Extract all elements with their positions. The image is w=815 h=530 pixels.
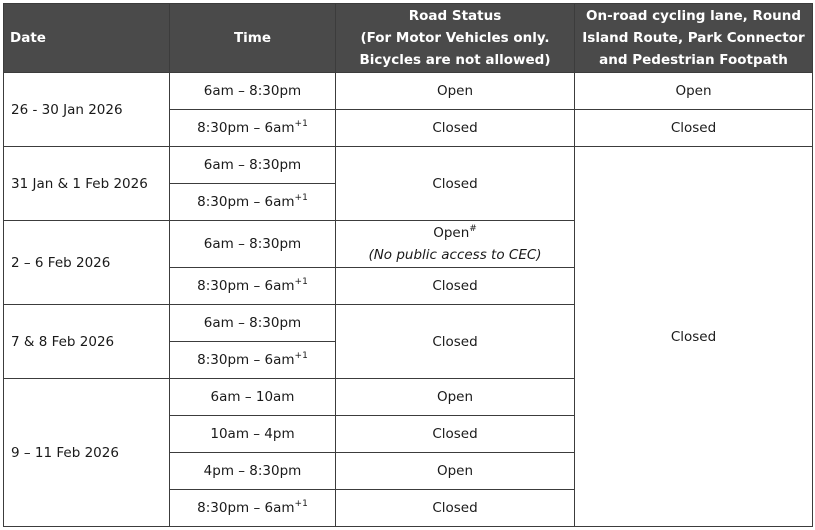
time-cell: 4pm – 8:30pm (170, 453, 336, 490)
time-text: 8:30pm – 6am (197, 120, 295, 136)
next-day-mark: +1 (294, 119, 308, 129)
time-cell (170, 268, 336, 305)
road-status-cell: Open (336, 73, 575, 110)
header-row (4, 4, 813, 73)
header-road-status-line2: (For Motor Vehicles only. (360, 30, 550, 46)
time-cell: 6am – 8:30pm (170, 305, 336, 342)
header-time: Time (170, 4, 336, 73)
header-road-status-line3: Bicycles are not allowed) (359, 52, 551, 68)
time-text: 8:30pm – 6am (197, 500, 295, 516)
header-road-status-line1: Road Status (408, 8, 502, 24)
road-status-open-line (336, 222, 574, 244)
road-status-cell: Closed (336, 110, 575, 147)
date-cell: 2 – 6 Feb 2026 (4, 221, 170, 305)
header-road-status (336, 4, 575, 73)
cycling-status-cell: Closed (575, 110, 813, 147)
time-cell: 6am – 8:30pm (170, 147, 336, 184)
header-date: Date (4, 4, 170, 73)
time-text: 8:30pm – 6am (197, 278, 295, 294)
hash-mark: # (469, 224, 477, 234)
time-cell (170, 184, 336, 221)
road-closure-table (3, 3, 813, 527)
road-status-cell: Closed (336, 416, 575, 453)
header-cycling-line1: On-road cycling lane, Round (585, 8, 802, 24)
table-row (4, 73, 813, 110)
next-day-mark: +1 (294, 499, 308, 509)
time-cell (170, 110, 336, 147)
road-status-cell (336, 221, 575, 268)
road-status-cell: Closed (336, 490, 575, 527)
date-cell: 9 – 11 Feb 2026 (4, 379, 170, 527)
date-cell: 7 & 8 Feb 2026 (4, 305, 170, 379)
time-cell: 6am – 8:30pm (170, 221, 336, 268)
header-cycling-line2: Island Route, Park Connector (582, 30, 805, 46)
road-status-cell: Closed (336, 305, 575, 379)
time-text: 8:30pm – 6am (197, 194, 295, 210)
road-status-cell: Closed (336, 147, 575, 221)
road-status-cell: Open (336, 453, 575, 490)
next-day-mark: +1 (294, 277, 308, 287)
road-status-cell: Closed (336, 268, 575, 305)
header-cycling-line3: and Pedestrian Footpath (599, 52, 788, 68)
next-day-mark: +1 (294, 351, 308, 361)
road-status-cell: Open (336, 379, 575, 416)
road-status-text: Open (433, 225, 470, 241)
cycling-status-merged-cell: Closed (575, 147, 813, 527)
time-cell (170, 490, 336, 527)
road-status-note: (No public access to CEC) (368, 247, 542, 263)
date-cell: 26 - 30 Jan 2026 (4, 73, 170, 147)
table-row (4, 147, 813, 184)
next-day-mark: +1 (294, 193, 308, 203)
time-cell: 6am – 10am (170, 379, 336, 416)
time-cell: 6am – 8:30pm (170, 73, 336, 110)
cycling-status-cell: Open (575, 73, 813, 110)
time-text: 8:30pm – 6am (197, 352, 295, 368)
time-cell: 10am – 4pm (170, 416, 336, 453)
time-cell (170, 342, 336, 379)
date-cell: 31 Jan & 1 Feb 2026 (4, 147, 170, 221)
header-cycling (575, 4, 813, 73)
